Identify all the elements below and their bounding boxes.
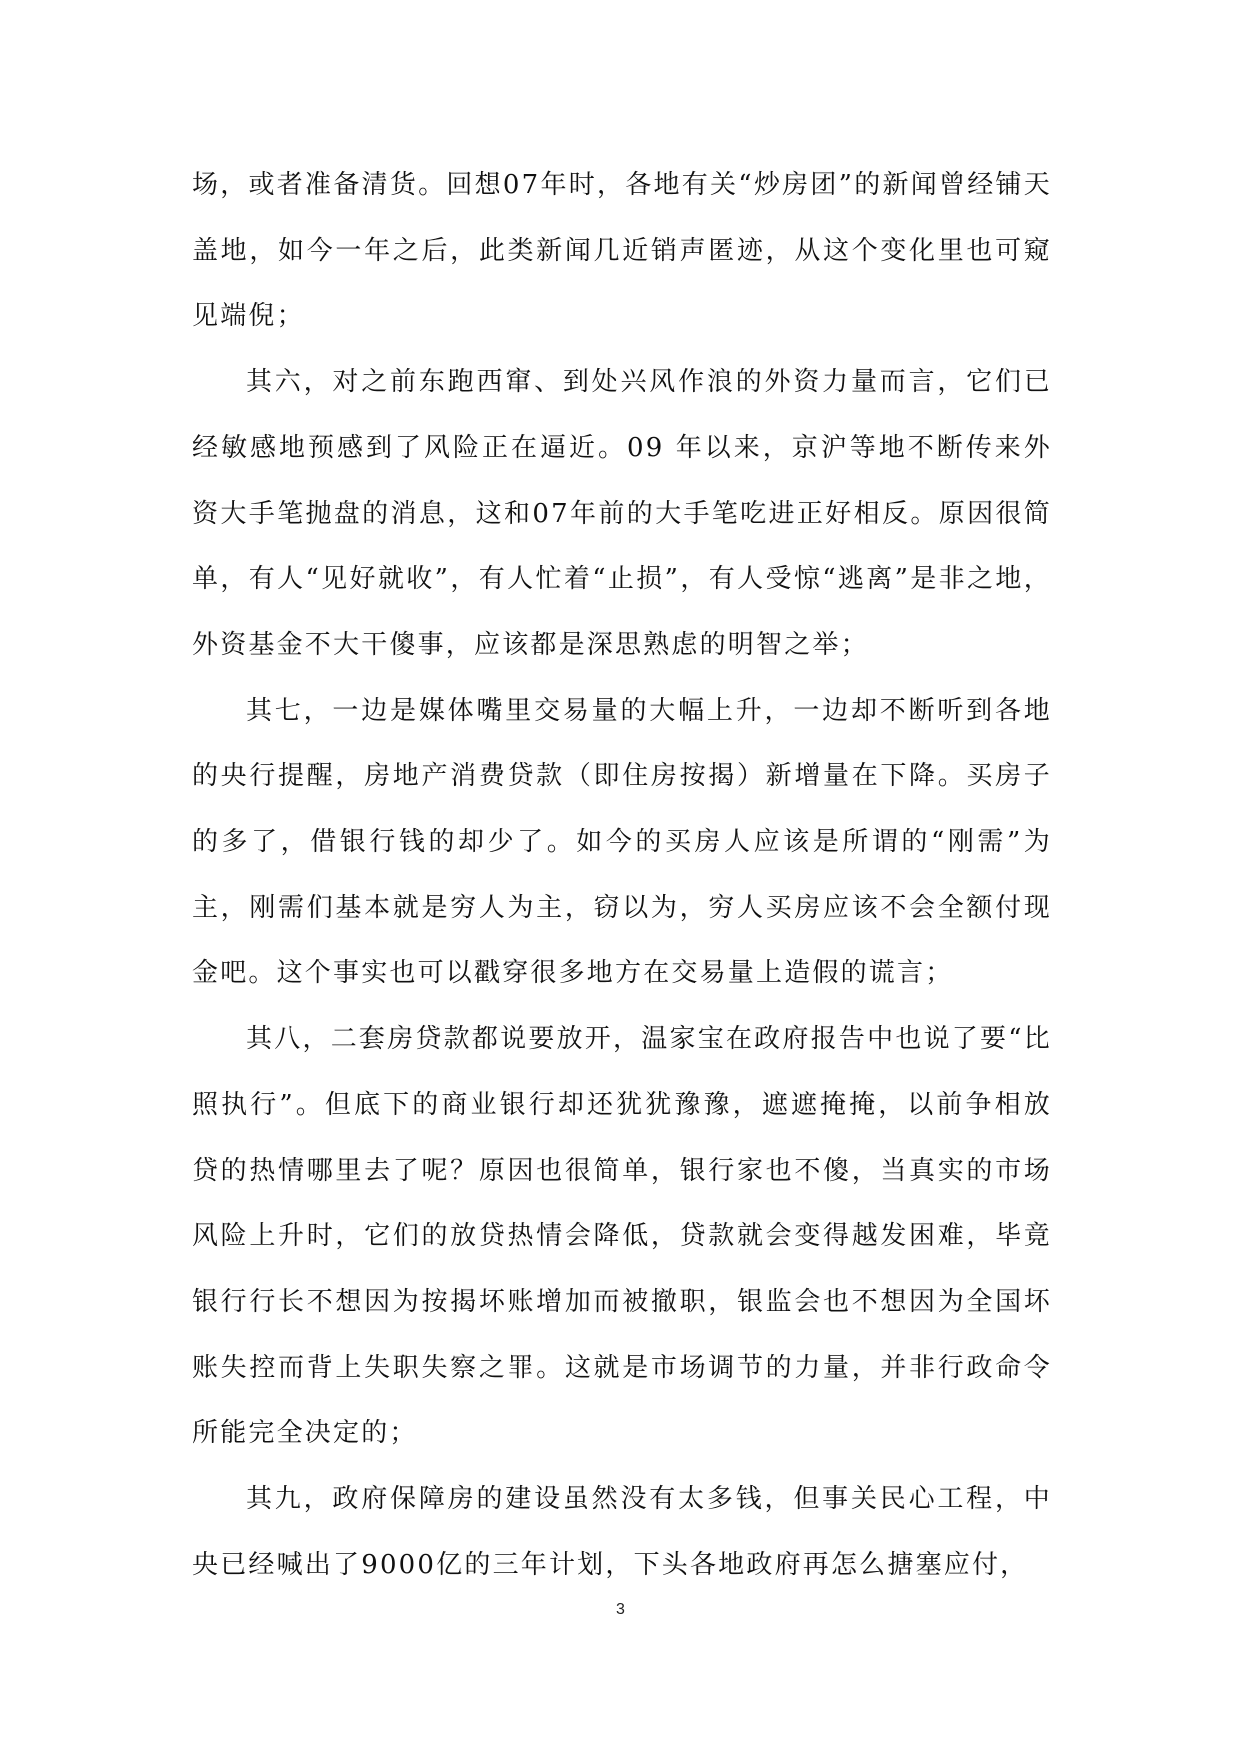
paragraph-1: 场，或者准备清货。回想07年时，各地有关“炒房团”的新闻曾经铺天盖地，如今一年之后，此类新闻几近销声匿迹，从这个变化里也可窥见端倪； xyxy=(192,170,1052,332)
body-text xyxy=(192,153,1052,1598)
paragraph-5: 其九，政府保障房的建设虽然没有太多钱，但事关民心工程，中央已经喊出了9000亿的三年计划，下头各地政府再怎么搪塞应付， xyxy=(192,1484,1052,1580)
paragraph-2: 其六，对之前东跑西窜、到处兴风作浪的外资力量而言，它们已经敏感地预感到了风险正在逼近。09 年以来，京沪等地不断传来外资大手笔抛盘的消息，这和07年前的大手笔吃进正好相反。原因很简单，有人“见好就收”，有人忙着“止损”，有人受惊“逃离”是非之地，外资基金不大干傻事，应该都是深思熟虑的明智之举； xyxy=(192,367,1052,660)
paragraph-3: 其七，一边是媒体嘴里交易量的大幅上升，一边却不断听到各地的央行提醒，房地产消费贷款（即住房按揭）新增量在下降。买房子的多了，借银行钱的却少了。如今的买房人应该是所谓的“刚需”为主，刚需们基本就是穷人为主，窃以为，穷人买房应该不会全额付现金吧。这个事实也可以戳穿很多地方在交易量上造假的谎言； xyxy=(192,695,1052,989)
page-number: 3 xyxy=(616,1601,625,1618)
paragraph-4: 其八，二套房贷款都说要放开，温家宝在政府报告中也说了要“比照执行”。但底下的商业银行却还犹犹豫豫，遮遮掩掩，以前争相放贷的热情哪里去了呢？原因也很简单，银行家也不傻，当真实的市场风险上升时，它们的放贷热情会降低，贷款就会变得越发困难，毕竟银行行长不想因为按揭坏账增加而被撤职，银监会也不想因为全国坏账失控而背上失职失察之罪。这就是市场调节的力量，并非行政命令所能完全决定的； xyxy=(192,1024,1052,1449)
